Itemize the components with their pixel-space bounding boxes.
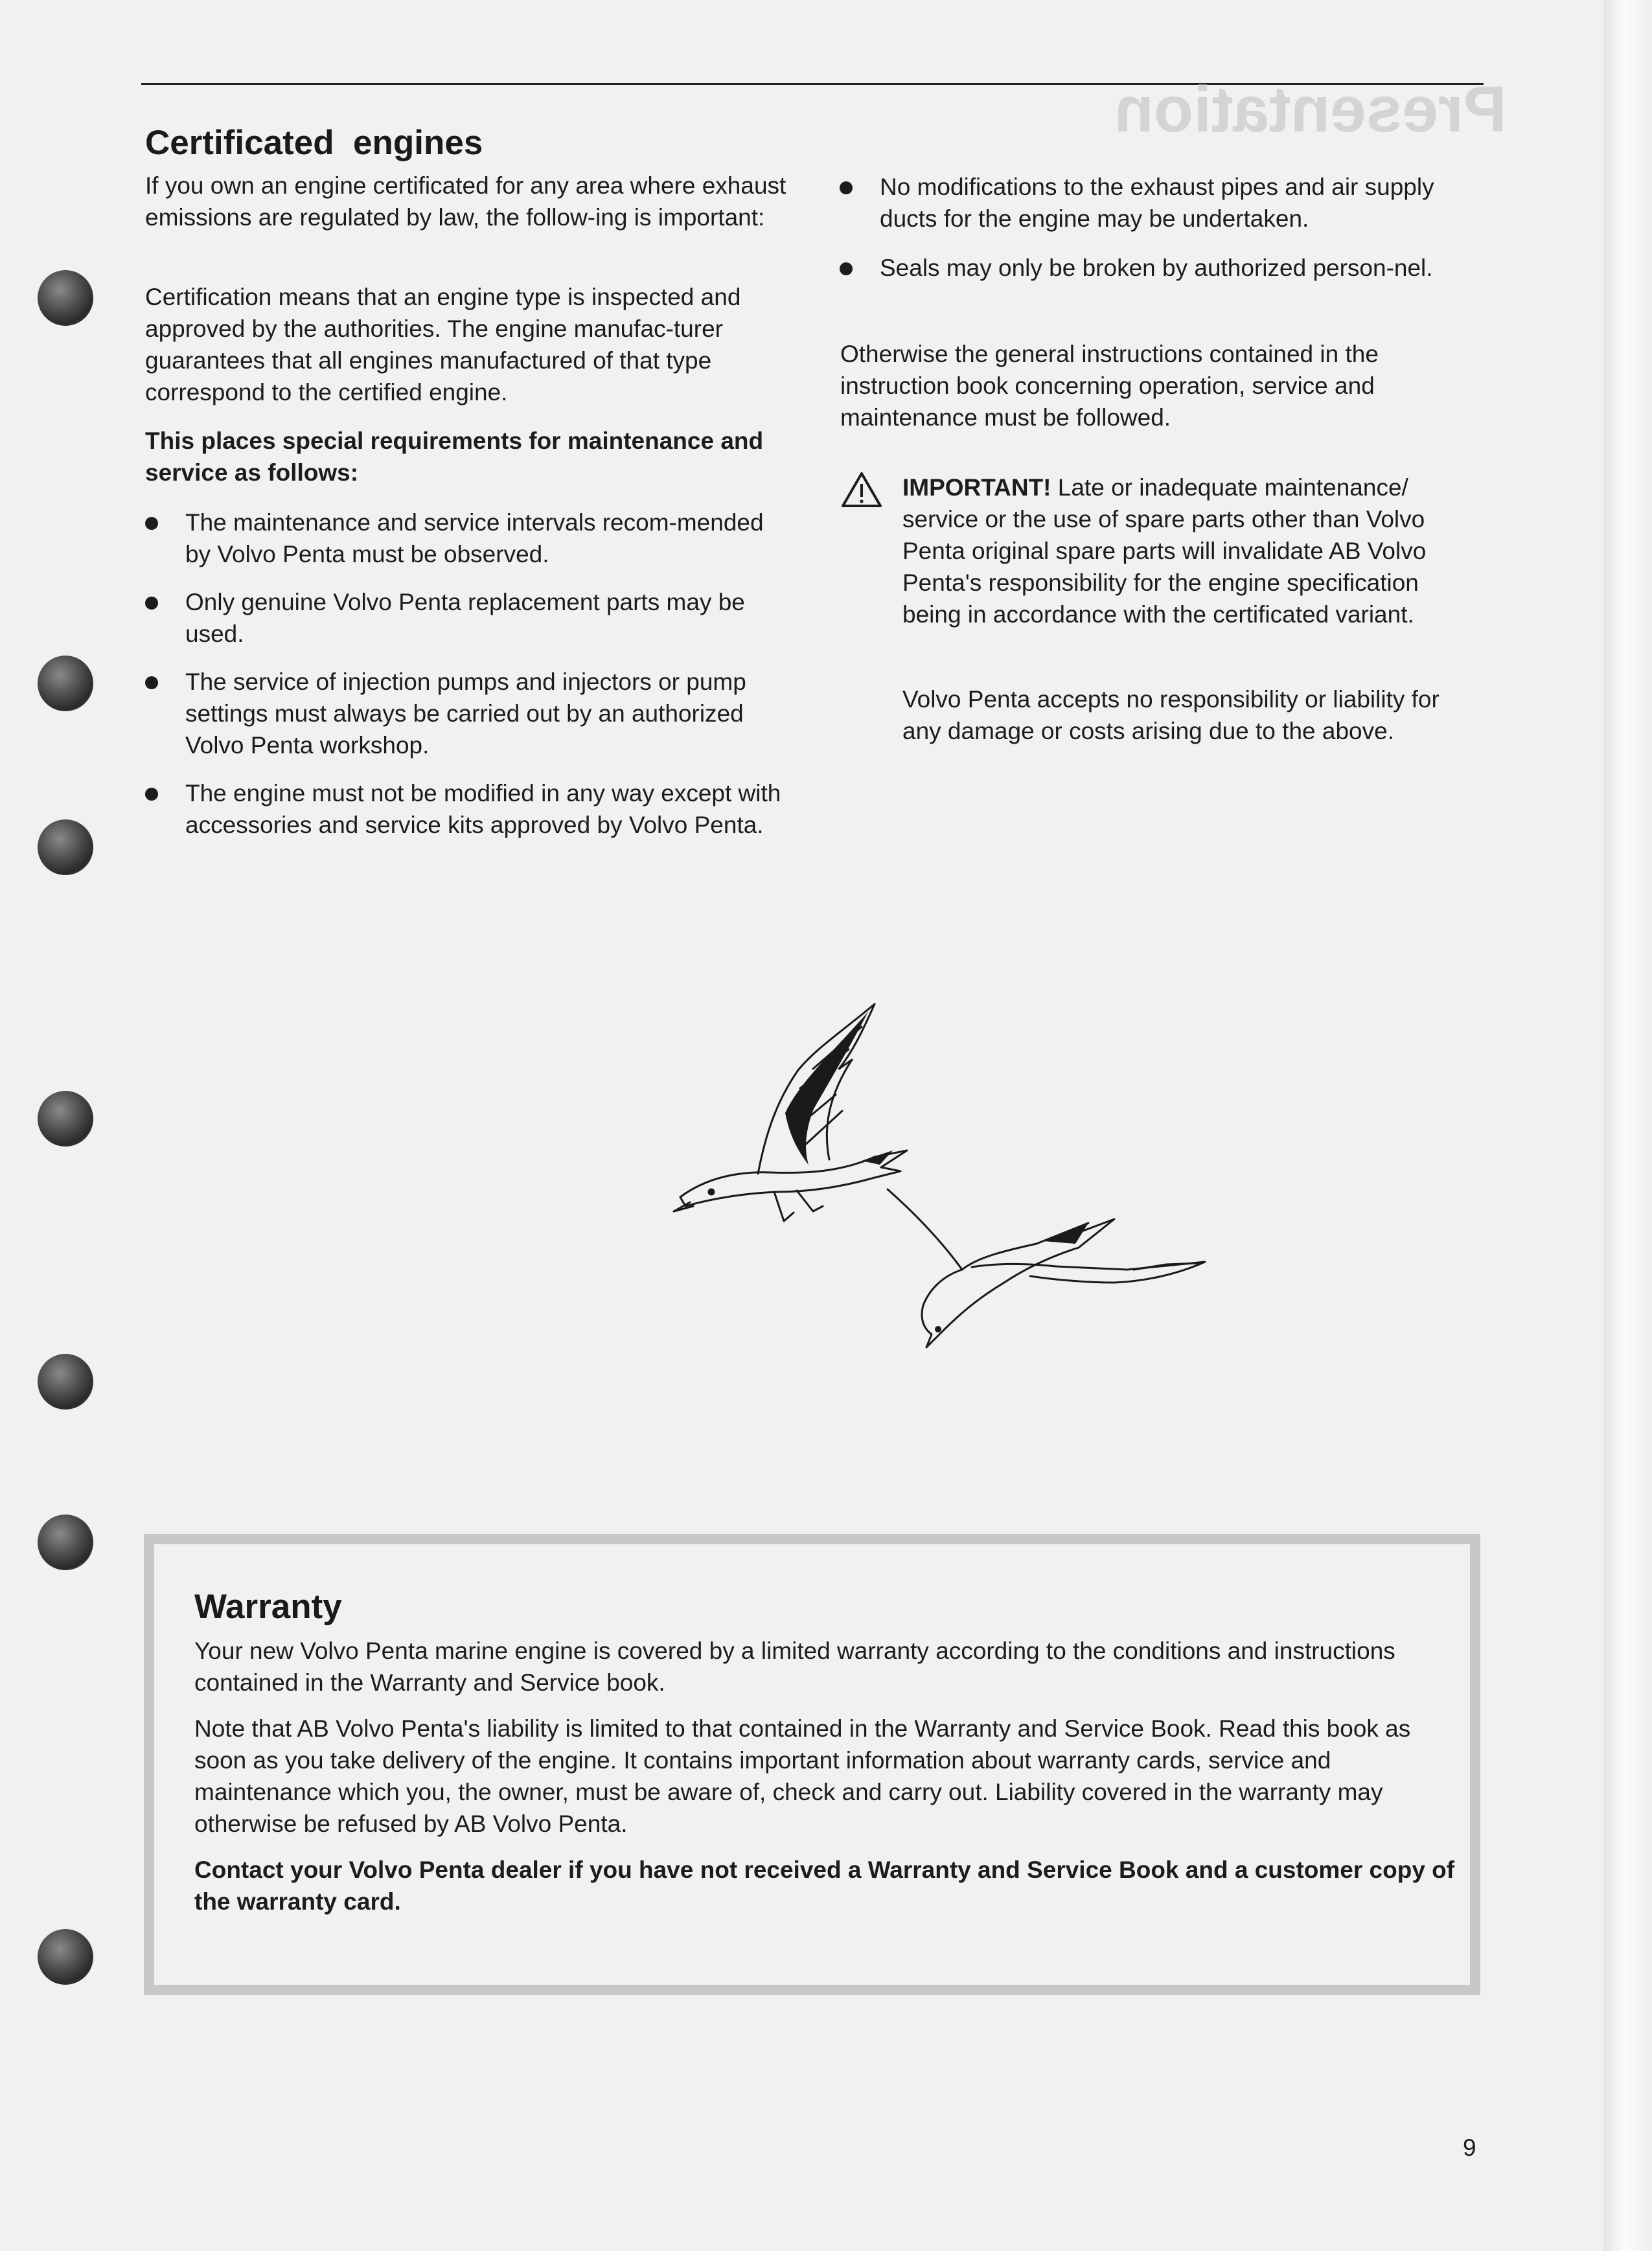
bullet-icon — [145, 676, 158, 689]
important-notice — [902, 472, 1479, 630]
list-item — [145, 666, 793, 761]
ghost-title-bleedthrough: Presentation — [1114, 73, 1507, 146]
list-item — [840, 252, 1481, 284]
bullet-text: The maintenance and service intervals recom-mended by Volvo Penta must be observed. — [185, 509, 764, 567]
list-item — [145, 507, 793, 570]
warning-triangle-icon — [840, 471, 883, 508]
punch-hole — [38, 1091, 93, 1147]
punch-hole — [38, 270, 93, 326]
warranty-panel — [144, 1534, 1480, 1995]
certificated-title: Certificated engines — [145, 124, 483, 162]
bullet-text: No modifications to the exhaust pipes and air supply ducts for the engine may be undertaken. — [880, 174, 1434, 232]
page-edge-shadow — [1603, 0, 1652, 2251]
seagulls-illustration — [635, 998, 1244, 1367]
list-item — [145, 777, 793, 841]
warranty-paragraph: Your new Volvo Penta marine engine is covered by a limited warranty according to the conditions and instructions contained in the Warranty and Service book. — [194, 1638, 1395, 1696]
important-label: IMPORTANT! — [902, 474, 1051, 501]
page-number: 9 — [1463, 2134, 1476, 2161]
bullet-text: Seals may only be broken by authorized person-nel. — [880, 255, 1433, 281]
bullet-icon — [145, 517, 158, 530]
no-responsibility-paragraph: Volvo Penta accepts no responsibility or liability for any damage or costs arising due to the above. — [902, 686, 1440, 744]
warranty-contact-paragraph: Contact your Volvo Penta dealer if you have not received a Warranty and Service Book and a customer copy of the warranty card. — [194, 1857, 1455, 1915]
bullet-icon — [840, 262, 853, 275]
certification-paragraph: Certification means that an engine type is inspected and approved by the authorities. The engine manufac-turer guarantees that all engines manufactured of that type correspond to the certified engine. — [145, 284, 741, 406]
punch-hole — [38, 1929, 93, 1985]
bullet-icon — [145, 788, 158, 801]
punch-hole — [38, 1514, 93, 1570]
important-text: Late or inadequate maintenance/ service or the use of spare parts other than Volvo Penta original spare parts will invalidate AB Volvo Penta's responsibility for the engine specification being in accordance with the certificated variant. — [902, 474, 1427, 628]
punch-hole — [38, 656, 93, 711]
punch-hole — [38, 819, 93, 875]
punch-hole — [38, 1354, 93, 1410]
warranty-liability-paragraph: Note that AB Volvo Penta's liability is limited to that contained in the Warranty and Service Book. Read this book as soon as you take delivery of the engine. It contains important information about warranty cards, service and maintenance which you, the owner, must be aware of, check and carry out. Liability covered in the warranty may otherwise be refused by AB Volvo Penta. — [194, 1715, 1411, 1837]
bullet-icon — [145, 597, 158, 610]
bullet-icon — [840, 181, 853, 194]
list-item — [840, 171, 1481, 234]
list-item — [145, 586, 793, 650]
otherwise-paragraph: Otherwise the general instructions contained in the instruction book concerning operation, service and maintenance must be followed. — [840, 341, 1379, 431]
bullet-text: The engine must not be modified in any way except with accessories and service kits approved by Volvo Penta. — [185, 780, 781, 838]
certificated-intro: If you own an engine certificated for any area where exhaust emissions are regulated by law, the follow-ing is important: — [145, 172, 786, 231]
bullet-text: The service of injection pumps and injectors or pump settings must always be carried out by an authorized Volvo Penta workshop. — [185, 668, 746, 759]
bullet-text: Only genuine Volvo Penta replacement parts may be used. — [185, 589, 745, 647]
warranty-title: Warranty — [194, 1588, 342, 1626]
requirements-heading: This places special requirements for maintenance and service as follows: — [145, 428, 764, 486]
